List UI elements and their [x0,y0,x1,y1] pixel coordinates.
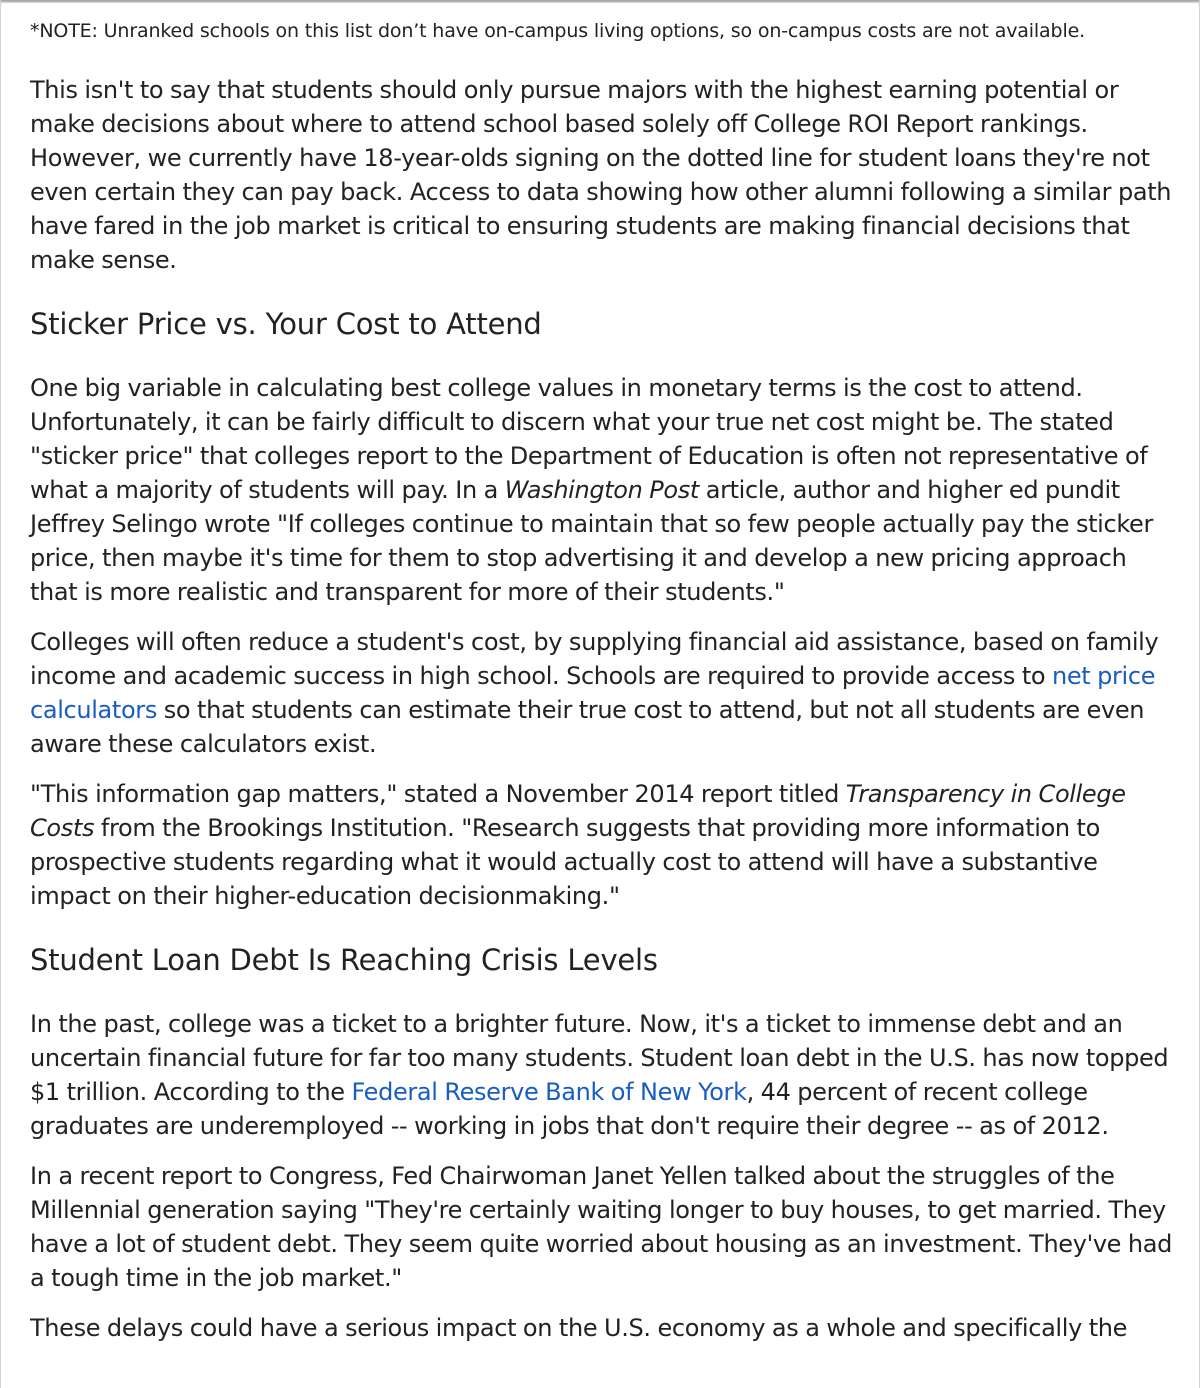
economy-paragraph-cutoff: These delays could have a serious impact on the U.S. economy as a whole and specifically the [30,1314,1128,1342]
text-span: article, author and higher ed pundit Jeffrey Selingo wrote "If colleges continue to maintain that so few people actually pay the sticker price, then maybe it's time for them to stop advertising it and develop a new pricing approach that is more realistic and transparent for more of their students." [30,476,1153,606]
federal-reserve-link[interactable]: Federal Reserve Bank of New York [351,1078,747,1106]
intro-paragraph: This isn't to say that students should only pursue majors with the highest earning potential or make decisions about where to attend school based solely off College ROI Report rankings. However, we currently have 18-year-olds signing on the dotted line for student loans they're not even certain they can pay back. Access to data showing how other alumni following a similar path have fared in the job market is critical to ensuring students are making financial decisions that make sense. [30,76,1172,274]
loan-debt-paragraph [30,1007,1180,1143]
heading-sticker-price: Sticker Price vs. Your Cost to Attend [30,307,542,341]
article-content [30,20,1180,1345]
text-span: In the past, college was a ticket to a brighter future. Now, it's a ticket to immense debt and an uncertain financial future for far too many students. Student loan debt in the U.S. has now topped $1 trillion. According to the [30,1010,1169,1106]
financial-aid-paragraph [30,625,1180,761]
top-edge-shadow [1,0,1200,3]
text-span: from the Brookings Institution. "Research suggests that providing more information to prospective students regarding what it would actually cost to attend will have a substantive impact on their higher-education decisionmaking." [30,814,1100,910]
unranked-note: *NOTE: Unranked schools on this list don’t have on-campus living options, so on-campus costs are not available. [30,20,1086,42]
heading-student-loan-debt: Student Loan Debt Is Reaching Crisis Levels [30,943,658,977]
text-span: "This information gap matters," stated a November 2014 report titled [30,780,846,808]
sticker-price-paragraph [30,371,1180,609]
text-span: so that students can estimate their true cost to attend, but not all students are even aware these calculators exist. [30,696,1145,758]
publication-title: Washington Post [504,476,699,504]
brookings-paragraph [30,777,1180,913]
yellen-paragraph: In a recent report to Congress, Fed Chairwoman Janet Yellen talked about the struggles of the Millennial generation saying "They're certainly waiting longer to buy houses, to get married. They have a lot of student debt. They seem quite worried about housing as an investment. They've had a tough time in the job market." [30,1162,1172,1292]
text-span: Colleges will often reduce a student's cost, by supplying financial aid assistance, based on family income and academic success in high school. Schools are required to provide access to [30,628,1159,690]
net-price-calculators-link[interactable]: net price calculators [30,662,1156,724]
text-span: , 44 percent of recent college graduates are underemployed -- working in jobs that don't require their degree -- as of 2012. [30,1078,1109,1140]
text-span: One big variable in calculating best college values in monetary terms is the cost to attend. Unfortunately, it can be fairly difficult to discern what your true net cost might be. The stated "sticker price" that colleges report to the Department of Education is often not representative of what a majority of students will pay. In a [30,374,1148,504]
report-title: Transparency in College Costs [30,780,1126,842]
